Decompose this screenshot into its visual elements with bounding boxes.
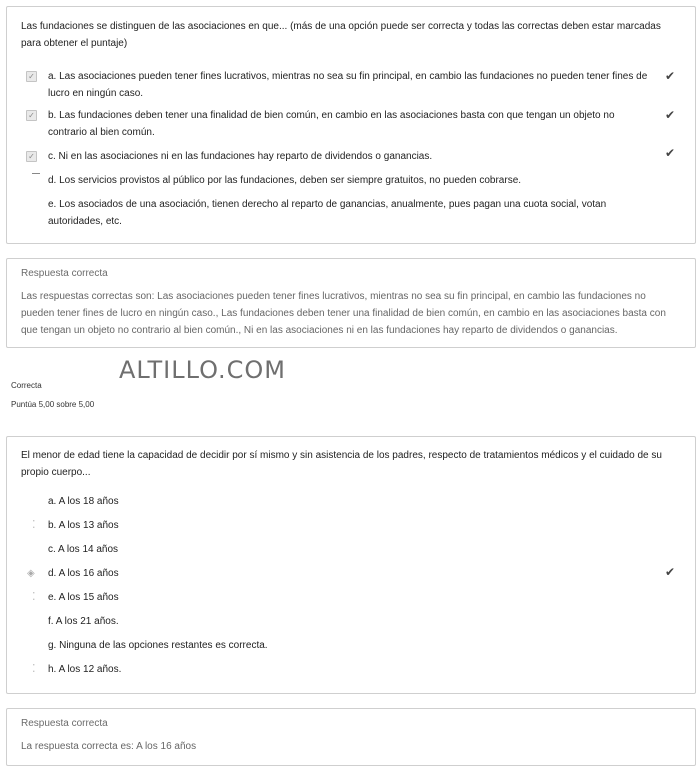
feedback-title: Respuesta correcta [21, 268, 108, 279]
q2-option-f-label: f. A los 21 años. [48, 616, 119, 627]
question-2-status: Correcta [11, 381, 42, 390]
question-2-text: El menor de edad tiene la capacidad de decidir por sí mismo y sin asistencia de los padres, respecto de tratamientos médicos y el cuidado de su propio cuerpo... [21, 450, 662, 478]
feedback-body: Las respuestas correctas son: Las asociaciones pueden tener fines lucrativos, mientras no sea su fin principal, en cambio las fundaciones no pueden tener fines de lucro en ningún caso., Las fundaciones deben tener una finalidad de bien común, en cambio en las asociaciones basta con que tengan un objeto no contrario al bien común., Ni en las asociaciones ni en las fundaciones hay reparto de dividendos o ganancias. [21, 291, 666, 336]
feedback-body: La respuesta correcta es: A los 16 años [21, 741, 197, 752]
checkbox-checked-icon[interactable]: ✓ [26, 71, 37, 82]
question-2-feedback [6, 708, 696, 766]
question-1-box [6, 6, 696, 244]
feedback-title: Respuesta correcta [21, 718, 108, 729]
question-1-feedback [6, 258, 696, 348]
q2-option-a-label: a. A los 18 años [48, 496, 119, 507]
watermark-logo: ALTILLO.COM [119, 356, 287, 384]
q1-option-a-label: a. Las asociaciones pueden tener fines lucrativos, mientras no sea su fin principal, en cambio las fundaciones no pueden tener fines de lucro en ningún caso. [48, 71, 648, 99]
question-2-box [6, 436, 696, 694]
q1-option-c-label: c. Ni en las asociaciones ni en las fundaciones hay reparto de dividendos o ganancias. [48, 151, 433, 162]
correct-check-icon: ✔ [664, 108, 675, 122]
q1-option-b-label: b. Las fundaciones deben tener una finalidad de bien común, en cambio en las asociaciones basta con que tengan un objeto no contrario al bien común. [48, 110, 615, 138]
correct-check-icon: ✔ [664, 565, 675, 579]
correct-check-icon: ✔ [664, 146, 675, 160]
question-2-score: Puntúa 5,00 sobre 5,00 [11, 400, 95, 409]
q2-option-b-label: b. A los 13 años [48, 520, 119, 531]
q2-option-e-label: e. A los 15 años [48, 592, 119, 603]
checkbox-unchecked-icon[interactable] [32, 173, 40, 174]
q1-option-d-label: d. Los servicios provistos al público por las fundaciones, deben ser siempre gratuitos, no pueden cobrarse. [48, 175, 522, 186]
radio-icon[interactable]: ⁚ [32, 663, 36, 675]
question-1-text: Las fundaciones se distinguen de las asociaciones en que... (más de una opción puede ser correcta y todas las correctas deben estar marcadas para obtener el puntaje) [21, 21, 661, 49]
correct-check-icon: ✔ [664, 69, 675, 83]
q2-option-h-label: h. A los 12 años. [48, 664, 122, 675]
checkbox-checked-icon[interactable]: ✓ [26, 110, 37, 121]
checkbox-checked-icon[interactable]: ✓ [26, 151, 37, 162]
q2-option-c-label: c. A los 14 años [48, 544, 119, 555]
radio-selected-icon[interactable]: ◈ [27, 568, 35, 579]
q1-option-e-label: e. Los asociados de una asociación, tienen derecho al reparto de ganancias, anualmente, pues pagan una cuota social, votan autoridades, etc. [48, 199, 607, 227]
q2-option-d-label: d. A los 16 años [48, 568, 119, 579]
radio-icon[interactable]: ⁚ [32, 591, 36, 603]
q2-option-g-label: g. Ninguna de las opciones restantes es correcta. [48, 640, 268, 651]
radio-icon[interactable]: ⁚ [32, 519, 36, 531]
